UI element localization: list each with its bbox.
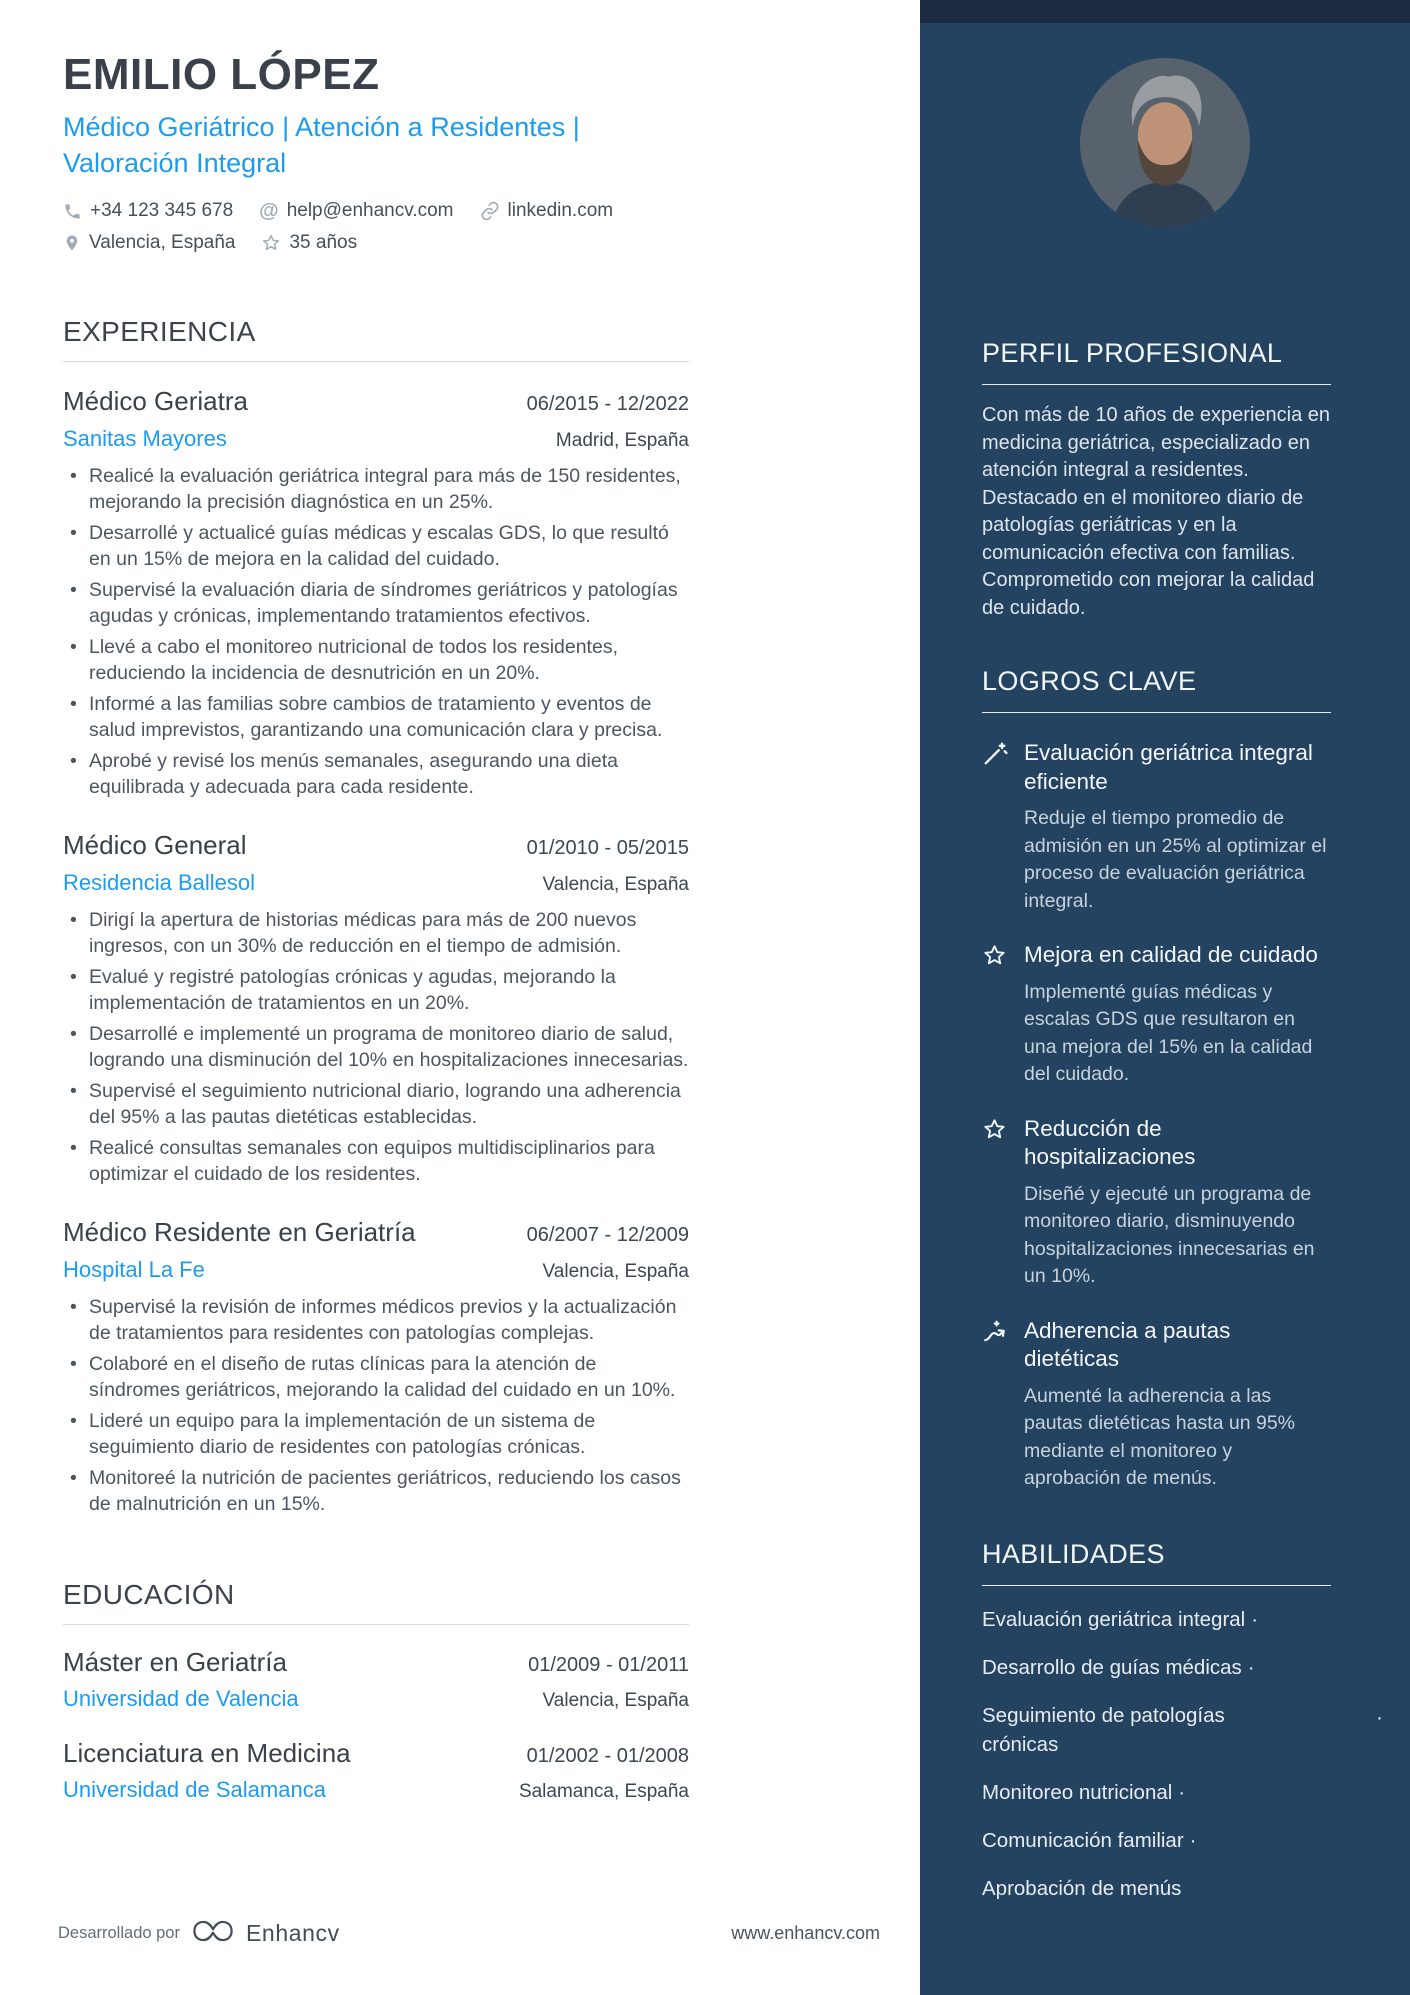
skill-label: Seguimiento de patologías crónicas (982, 1703, 1225, 1756)
job-bullet: • Realicé la evaluación geriátrica integral para más de 150 residentes, mejorando la precisión diagnóstica en un 25%. (63, 463, 689, 515)
degree-title: Licenciatura en Medicina (63, 1737, 351, 1768)
star-icon (982, 1115, 1008, 1291)
school-location: Salamanca, España (518, 1780, 689, 1802)
contact-info (63, 200, 689, 254)
job-bullets (63, 907, 689, 1187)
skill-label: Evaluación geriátrica integral (982, 1607, 1246, 1631)
job-bullet: • Supervisé la revisión de informes médicos previos y la actualización de tratamientos para residentes con patologías complejas. (63, 1294, 689, 1346)
job-title: Médico General (63, 829, 247, 860)
location-item (63, 232, 235, 254)
achievement-title: Mejora en calidad de cuidado (1024, 942, 1318, 968)
achievement-item (982, 1115, 1331, 1291)
person-name: EMILIO LÓPEZ (63, 50, 380, 99)
job-bullet: • Desarrollé e implementé un programa de monitoreo diario de salud, logrando una disminución del 10% en hospitalizaciones innecesarias. (63, 1021, 689, 1073)
avatar (1080, 58, 1250, 228)
profile-heading: PERFIL PROFESIONAL (982, 338, 1331, 385)
sidebar (920, 0, 1410, 1995)
location-pin-icon (63, 233, 81, 253)
achievement-item (982, 739, 1331, 915)
phone-icon (63, 202, 82, 221)
profile-section (982, 338, 1331, 622)
job-bullet: • Realicé consultas semanales con equipos multidisciplinarios para optimizar el cuidado de los residentes. (63, 1135, 689, 1187)
contact-row-2 (63, 232, 689, 254)
achievement-title: Evaluación geriátrica integral eficiente (1024, 740, 1313, 794)
skill-item (982, 1778, 1331, 1807)
phone-item (63, 200, 233, 222)
school-location: Valencia, España (542, 1689, 689, 1711)
job-dates: 01/2010 - 05/2015 (526, 836, 689, 859)
skill-separator: · (1247, 1655, 1255, 1679)
magic-wand-icon (982, 739, 1008, 915)
skill-separator: · (1376, 1705, 1383, 1729)
job-location: Madrid, España (555, 429, 689, 451)
job-bullet: • Supervisé la evaluación diaria de síndromes geriátricos y patologías agudas y crónicas, implementando tratamientos efectivos. (63, 577, 689, 629)
job-dates: 06/2015 - 12/2022 (526, 392, 689, 415)
achievement-text: Reduje el tiempo promedio de admisión en un 25% al optimizar el proceso de evaluación geriátrica integral. (1024, 807, 1327, 912)
job-company[interactable]: Hospital La Fe (63, 1256, 205, 1282)
job-bullets (63, 463, 689, 800)
email-link[interactable]: help@enhancv.com (286, 200, 454, 222)
star-icon (261, 233, 281, 253)
linkedin-link[interactable]: linkedin.com (507, 200, 614, 222)
achievements-heading: LOGROS CLAVE (982, 666, 1331, 713)
achievements-section (982, 666, 1331, 1493)
job-dates: 06/2007 - 12/2009 (526, 1223, 689, 1246)
skill-label: Desarrollo de guías médicas (982, 1655, 1242, 1679)
contact-row-1 (63, 200, 689, 223)
job-bullet: • Desarrollé y actualicé guías médicas y escalas GDS, lo que resultó en un 15% de mejora en la calidad del cuidado. (63, 520, 689, 572)
job-entry (63, 830, 689, 1187)
education-section (63, 1579, 689, 1803)
job-bullet: • Monitoreé la nutrición de pacientes geriátricos, reduciendo los casos de malnutrición en un 15%. (63, 1465, 689, 1517)
school-name[interactable]: Universidad de Valencia (63, 1685, 299, 1711)
skill-item (982, 1605, 1331, 1634)
job-entry (63, 1217, 689, 1517)
achievement-title: Reducción de hospitalizaciones (1024, 1115, 1196, 1170)
achievement-text: Implementé guías médicas y escalas GDS que resultaron en una mejora del 15% en la calidad del cuidado. (1024, 980, 1313, 1086)
skill-label: Comunicación familiar (982, 1828, 1184, 1852)
email-icon: @ (259, 199, 279, 222)
skill-item (982, 1874, 1331, 1903)
job-bullets (63, 1294, 689, 1517)
skill-separator: · (1178, 1780, 1186, 1804)
job-entry (63, 386, 689, 800)
phone-number: +34 123 345 678 (90, 200, 234, 222)
job-bullet: • Llevé a cabo el monitoreo nutricional de todos los residentes, reduciendo la incidencia de desnutrición en un 20%. (63, 634, 689, 686)
school-name[interactable]: Universidad de Salamanca (63, 1776, 326, 1802)
person-headline: Médico Geriátrico | Atención a Residentes | Valoración Integral (63, 112, 580, 178)
location-text: Valencia, España (89, 231, 236, 253)
achievement-text: Diseñé y ejecuté un programa de monitoreo diario, disminuyendo hospitalizaciones innecesarias en un 10%. (1024, 1182, 1315, 1288)
job-bullet: • Lideré un equipo para la implementación de un sistema de seguimiento diario de residentes con patologías crónicas. (63, 1408, 689, 1460)
footer (58, 1918, 880, 1949)
skill-item (982, 1826, 1331, 1855)
job-location: Valencia, España (542, 1260, 689, 1282)
link-icon (480, 201, 500, 221)
enhancv-logo-icon[interactable] (192, 1918, 234, 1949)
job-title: Médico Residente en Geriatría (63, 1216, 416, 1247)
trending-arrow-icon (982, 1317, 1008, 1493)
skill-label: Monitoreo nutricional (982, 1780, 1173, 1804)
job-bullet: • Informé a las familias sobre cambios de tratamiento y eventos de salud imprevistos, garantizando una comunicación clara y precisa. (63, 691, 689, 743)
age-item (261, 232, 357, 254)
education-heading: EDUCACIÓN (63, 1579, 689, 1625)
skill-item (982, 1653, 1331, 1682)
email-item (259, 200, 453, 223)
job-bullet: • Colaboré en el diseño de rutas clínicas para la atención de síndromes geriátricos, mejorando la calidad del cuidado en un 10%. (63, 1351, 689, 1403)
enhancv-wordmark[interactable]: Enhancv (245, 1920, 340, 1946)
job-company[interactable]: Residencia Ballesol (63, 869, 255, 895)
achievement-item (982, 941, 1331, 1089)
footer-url[interactable]: www.enhancv.com (731, 1923, 880, 1943)
sidebar-top-strip (920, 0, 1410, 23)
skills-heading: HABILIDADES (982, 1539, 1331, 1586)
link-item (480, 200, 614, 222)
degree-title: Máster en Geriatría (63, 1646, 287, 1677)
achievement-title: Adherencia a pautas dietéticas (1024, 1317, 1231, 1372)
skill-separator: · (1189, 1828, 1197, 1852)
experience-heading: EXPERIENCIA (63, 316, 689, 362)
avatar-portrait (1080, 58, 1250, 228)
main-column (63, 0, 689, 1803)
degree-dates: 01/2002 - 01/2008 (526, 1744, 689, 1767)
job-bullet: • Evalué y registré patologías crónicas y agudas, mejorando la implementación de tratamientos en un 20%. (63, 964, 689, 1016)
age-text: 35 años (289, 231, 358, 253)
footer-branding (58, 1918, 340, 1949)
job-title: Médico Geriatra (63, 385, 248, 416)
experience-section (63, 316, 689, 1517)
powered-by-label: Desarrollado por (58, 1924, 180, 1942)
profile-text: Con más de 10 años de experiencia en medicina geriátrica, especializado en atención integral a residentes. Destacado en el monitoreo diario de patologías geriátricas y en la comunicación efectiva con familias. Comprometido con mejorar la calidad de cuidado. (982, 404, 1331, 619)
skill-item (982, 1701, 1383, 1759)
skill-separator: · (1251, 1607, 1259, 1631)
job-bullet: • Aprobé y revisé los menús semanales, asegurando una dieta equilibrada y adecuada para cada residente. (63, 748, 689, 800)
sidebar-content (920, 338, 1410, 1903)
education-entry (63, 1647, 689, 1712)
star-icon (982, 941, 1008, 1089)
job-bullet: • Supervisé el seguimiento nutricional diario, logrando una adherencia del 95% a las pautas dietéticas establecidas. (63, 1078, 689, 1130)
skills-section (982, 1538, 1383, 1903)
job-bullet: • Dirigí la apertura de historias médicas para más de 200 nuevos ingresos, con un 30% de reducción en el tiempo de admisión. (63, 907, 689, 959)
degree-dates: 01/2009 - 01/2011 (528, 1653, 689, 1676)
job-company[interactable]: Sanitas Mayores (63, 425, 227, 451)
education-entry (63, 1738, 689, 1803)
achievement-text: Aumenté la adherencia a las pautas dietéticas hasta un 95% mediante el monitoreo y aprobación de menús. (1024, 1384, 1296, 1490)
achievement-item (982, 1317, 1331, 1493)
job-location: Valencia, España (542, 873, 689, 895)
skill-label: Aprobación de menús (982, 1876, 1182, 1900)
